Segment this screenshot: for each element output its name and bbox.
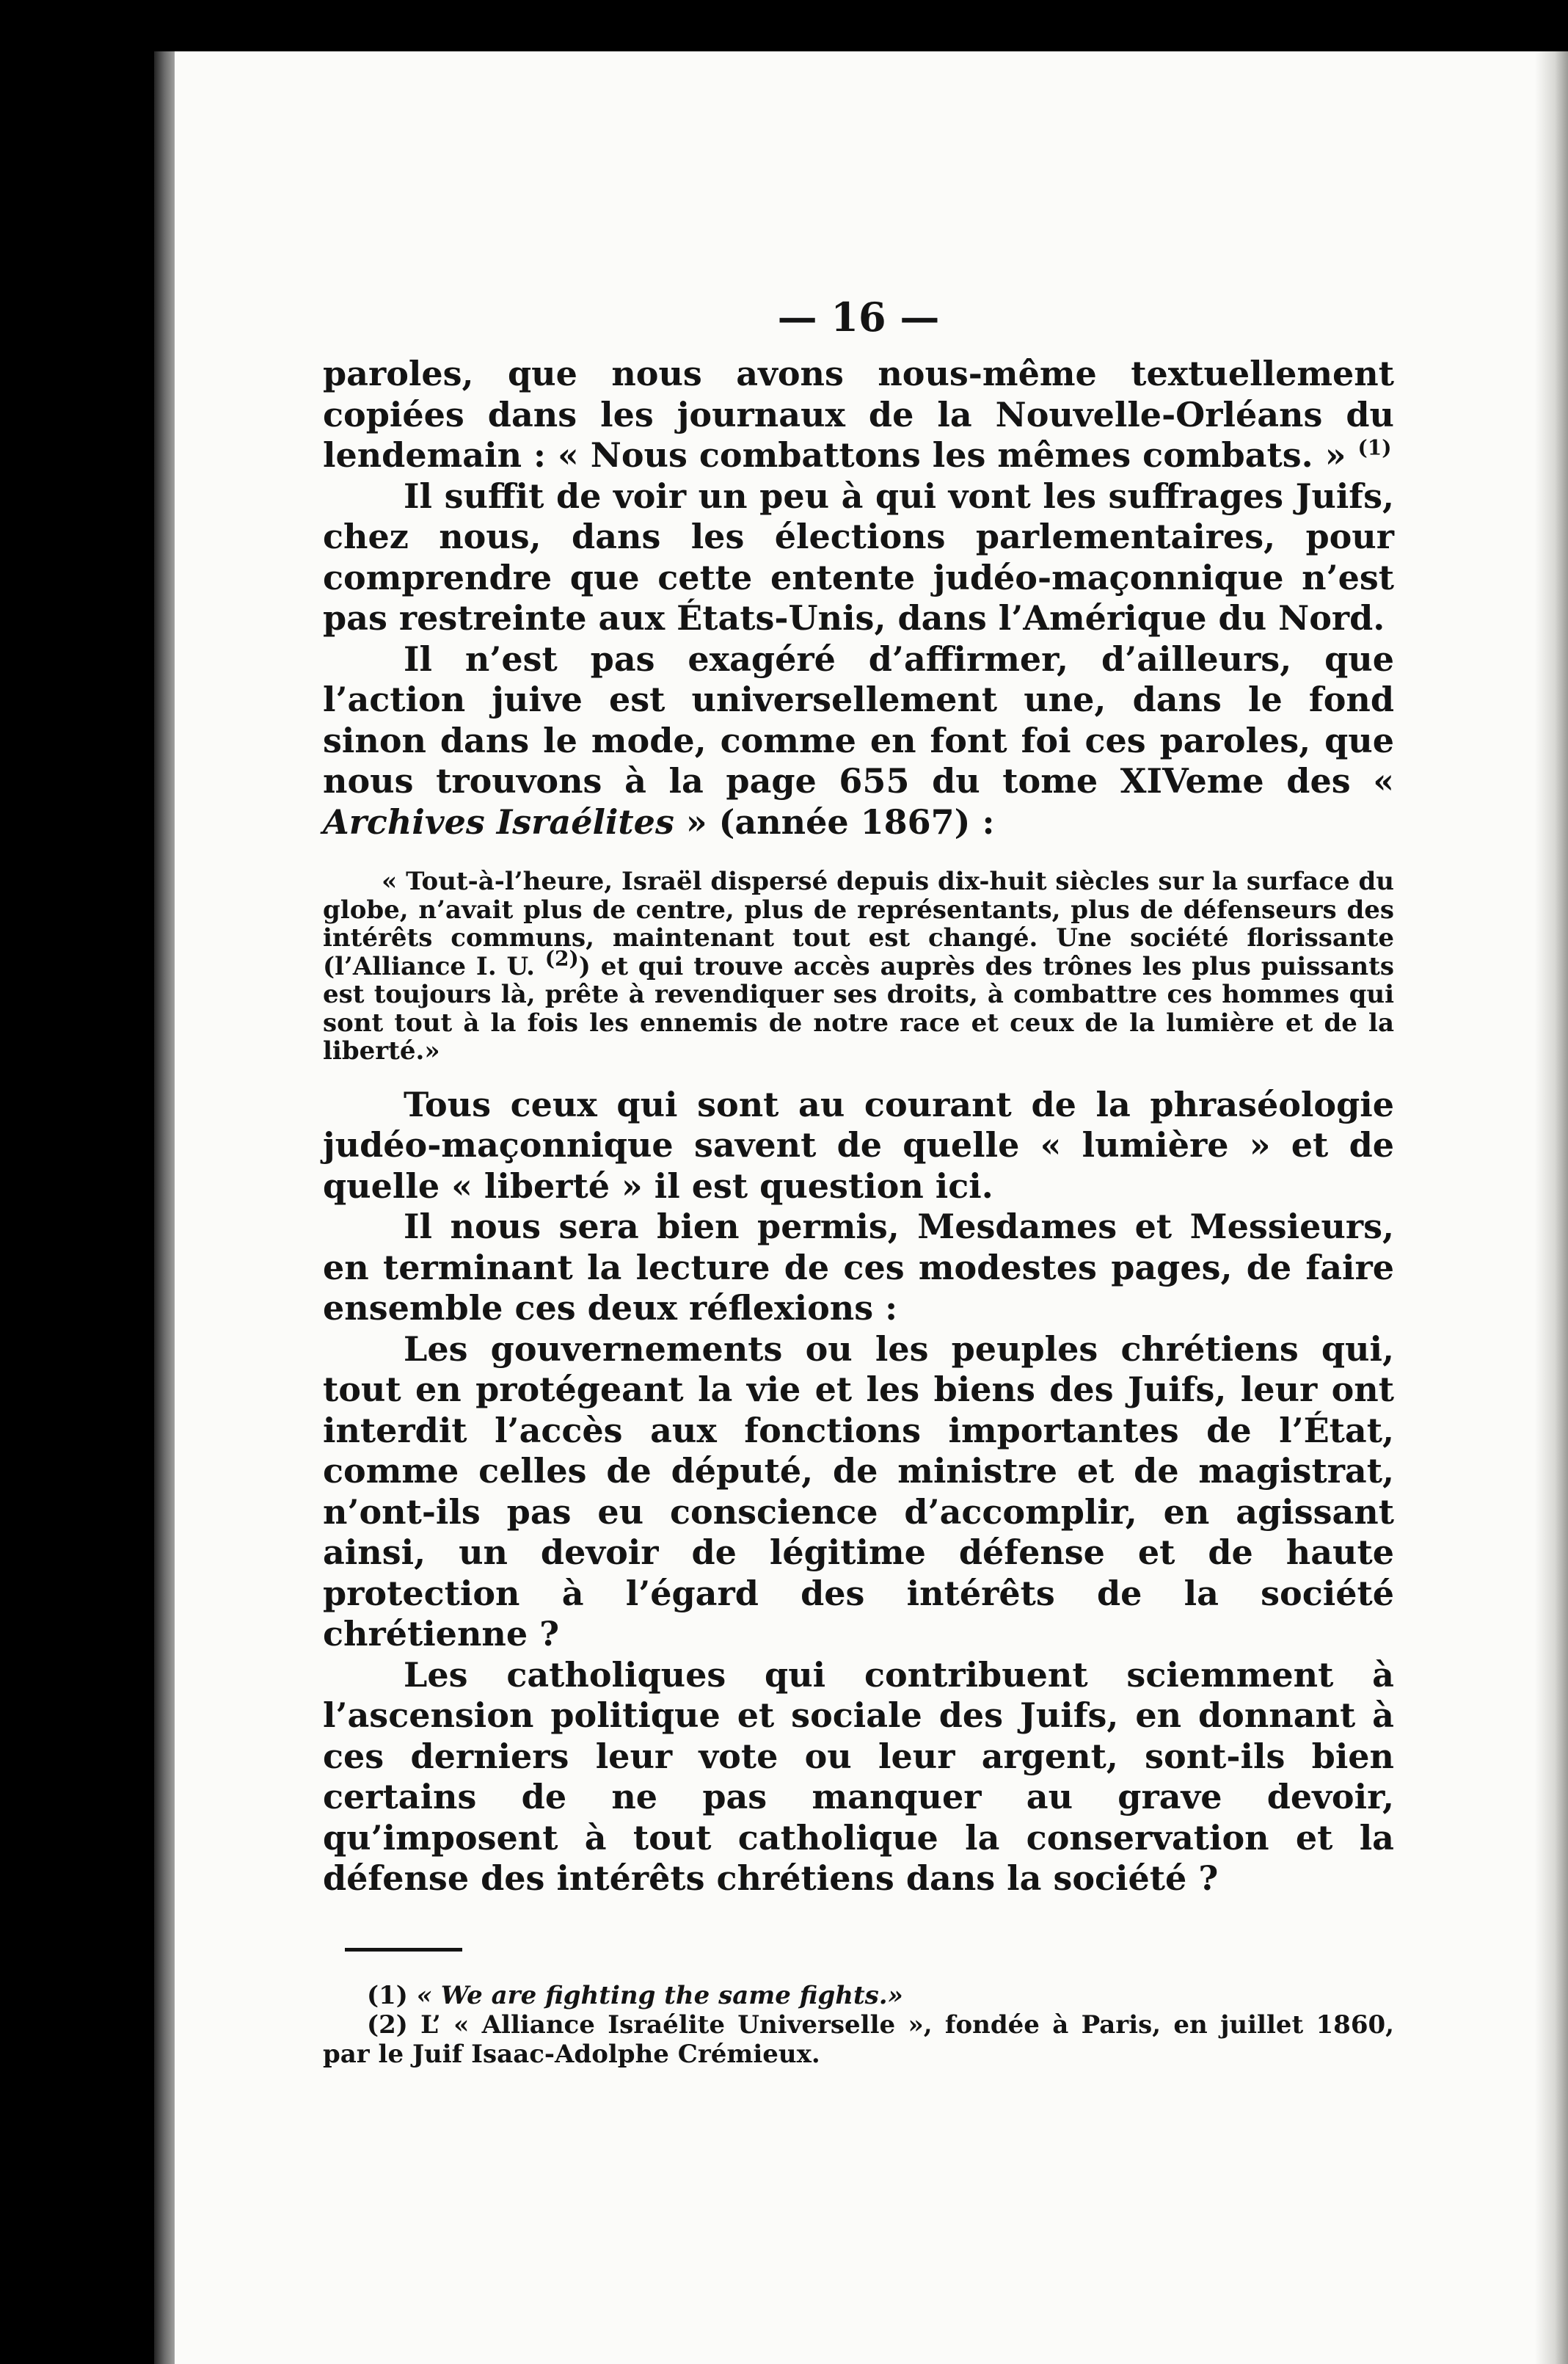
footnote-2-label: (2): [367, 2010, 408, 2040]
body-paragraph-4: Tous ceux qui sont au courant de la phraséologie judéo-maçonnique savent de quelle « lumière » et de quelle « liberté » il est question ici.: [323, 1084, 1394, 1206]
archives-israelites-title: Archives Israélites: [323, 801, 674, 842]
footnote-2: [323, 2010, 1394, 2069]
quotation-tail: ) et qui trouve accès auprès des trônes les plus puissants est toujours là, prête à revendiquer ses droits, à combattre ces hommes qui sont tout à la fois les ennemis de notre race et ceux de la lumière et de la liberté.»: [323, 951, 1395, 1066]
footnote-1-label: (1): [367, 1980, 408, 2010]
paragraph-3-tail: » (année 1867) :: [674, 801, 995, 842]
page-number: — 16 —: [777, 294, 940, 341]
paragraph-1-text: paroles, que nous avons nous-même textuellement copiées dans les journaux de la Nouvelle-Orléans du lendemain : « Nous combattons les mêmes combats. »: [323, 354, 1394, 475]
body-paragraph-5: Il nous sera bien permis, Mesdames et Messieurs, en terminant la lecture de ces modestes pages, de faire ensemble ces deux réflexions :: [323, 1207, 1394, 1328]
block-quotation: [323, 868, 1394, 1066]
body-paragraph-6: Les gouvernements ou les peuples chrétiens qui, tout en protégeant la vie et les biens des Juifs, leur ont interdit l’accès aux fonctions importantes de l’État, comme celles de député, de ministre et de magistrat, n’ont-ils pas eu conscience d’accomplir, en agissant ainsi, un devoir de légitime défense et de haute protection à l’égard des intérêts de la société chrétienne ?: [323, 1328, 1394, 1654]
paragraph-3-text: Il n’est pas exagéré d’affirmer, d’ailleurs, que l’action juive est universellement une, dans le fond sinon dans le mode, comme en font foi ces paroles, que nous trouvons à la page 655 du tome XIVeme des «: [323, 639, 1394, 801]
footnote-1: [323, 1981, 1394, 2010]
page-edge-shadow: [1535, 51, 1568, 2364]
footnote-separator: [345, 1948, 462, 1952]
body-paragraph-3: [323, 639, 1394, 843]
body-paragraph-1: [323, 354, 1394, 476]
quotation-text: « Tout-à-l’heure, Israël dispersé depuis dix-huit siècles sur la surface du globe, n’avait plus de centre, plus de représentants, plus de défenseurs des intérêts communs, maintenant tout est changé. Une société florissante (l’Alliance I. U.: [323, 867, 1394, 981]
footnote-2-text: L’ « Alliance Israélite Universelle », fondée à Paris, en juillet 1860, par le Juif Isaac-Adolphe Crémieux.: [323, 2010, 1394, 2069]
footnote-1-text: « We are fighting the same fights.»: [416, 1980, 903, 2010]
body-paragraph-7: Les catholiques qui contribuent sciemment à l’ascension politique et sociale des Juifs, en donnant à ces derniers leur vote ou leur argent, sont-ils bien certains de ne pas manquer au grave devoir, qu’imposent à tout catholique la conservation et la défense des intérêts chrétiens dans la société ?: [323, 1654, 1394, 1898]
footnote-ref-1: (1): [1357, 435, 1392, 460]
page-text-block: [323, 294, 1394, 2069]
body-paragraph-2: Il suffit de voir un peu à qui vont les suffrages Juifs, chez nous, dans les élections parlementaires, pour comprendre que cette entente judéo-maçonnique n’est pas restreinte aux États-Unis, dans l’Amérique du Nord.: [323, 476, 1394, 638]
footnote-ref-2: (2): [544, 946, 579, 971]
